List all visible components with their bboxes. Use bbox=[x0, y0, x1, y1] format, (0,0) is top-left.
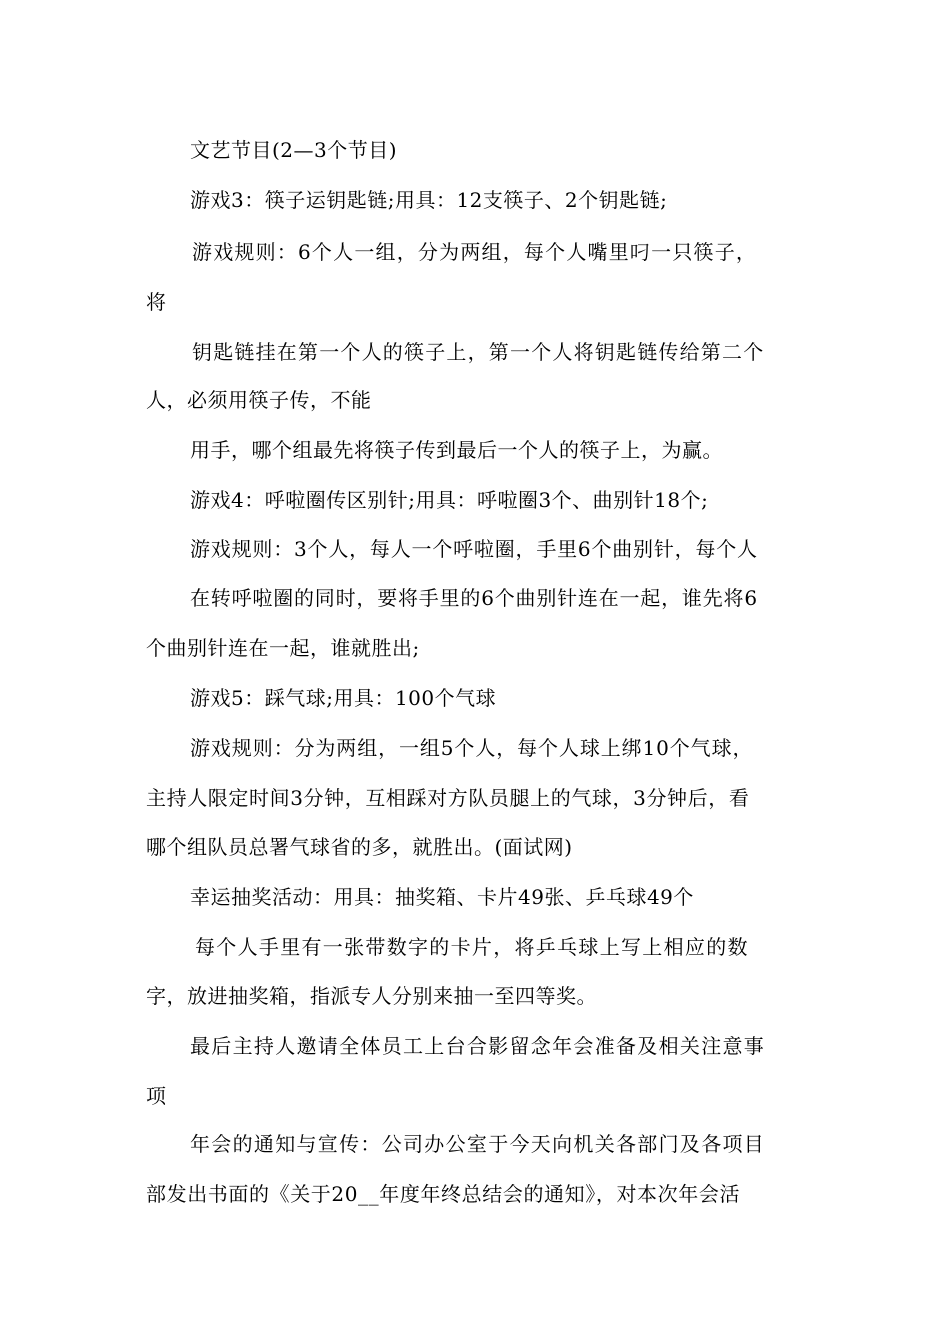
text-line: 游戏4：呼啦圈传区别针;用具：呼啦圈3个、曲别针18个; bbox=[190, 488, 709, 512]
text-line: 部发出书面的《关于20__年度年终总结会的通知》，对本次年会活 bbox=[146, 1182, 741, 1206]
text-line: 项 bbox=[146, 1084, 167, 1108]
text-line: 字，放进抽奖箱，指派专人分别来抽一至四等奖。 bbox=[146, 984, 597, 1008]
text-line: 文艺节目(2—3个节目) bbox=[190, 138, 398, 162]
text-line: 在转呼啦圈的同时，要将手里的6个曲别针连在一起，谁先将6 bbox=[190, 586, 758, 610]
text-line: 游戏规则：3个人，每人一个呼啦圈，手里6个曲别针，每个人 bbox=[190, 537, 758, 561]
text-line: 哪个组队员总署气球省的多，就胜出。(面试网) bbox=[146, 835, 573, 859]
text-line: 游戏5：踩气球;用具：100个气球 bbox=[190, 686, 497, 710]
text-line: 主持人限定时间3分钟，互相踩对方队员腿上的气球，3分钟后，看 bbox=[146, 786, 750, 810]
text-line: 游戏规则：6个人一组，分为两组，每个人嘴里叼一只筷子， bbox=[192, 240, 758, 264]
text-line: 钥匙链挂在第一个人的筷子上，第一个人将钥匙链传给第二个 bbox=[192, 340, 765, 364]
text-line: 最后主持人邀请全体员工上台合影留念年会准备及相关注意事 bbox=[190, 1034, 766, 1058]
text-line: 游戏3：筷子运钥匙链;用具：12支筷子、2个钥匙链; bbox=[190, 188, 668, 212]
text-line: 每个人手里有一张带数字的卡片，将乒乓球上写上相应的数 bbox=[195, 935, 749, 959]
text-line: 人，必须用筷子传，不能 bbox=[146, 388, 372, 412]
text-line: 幸运抽奖活动：用具：抽奖箱、卡片49张、乒乓球49个 bbox=[190, 885, 694, 909]
text-line: 年会的通知与宣传：公司办公室于今天向机关各部门及各项目 bbox=[190, 1132, 766, 1156]
text-line: 个曲别针连在一起，谁就胜出; bbox=[146, 636, 420, 660]
text-line: 将 bbox=[146, 290, 167, 314]
text-line: 用手，哪个组最先将筷子传到最后一个人的筷子上，为赢。 bbox=[190, 438, 723, 462]
text-line: 游戏规则：分为两组，一组5个人，每个人球上绑10个气球， bbox=[190, 736, 754, 760]
